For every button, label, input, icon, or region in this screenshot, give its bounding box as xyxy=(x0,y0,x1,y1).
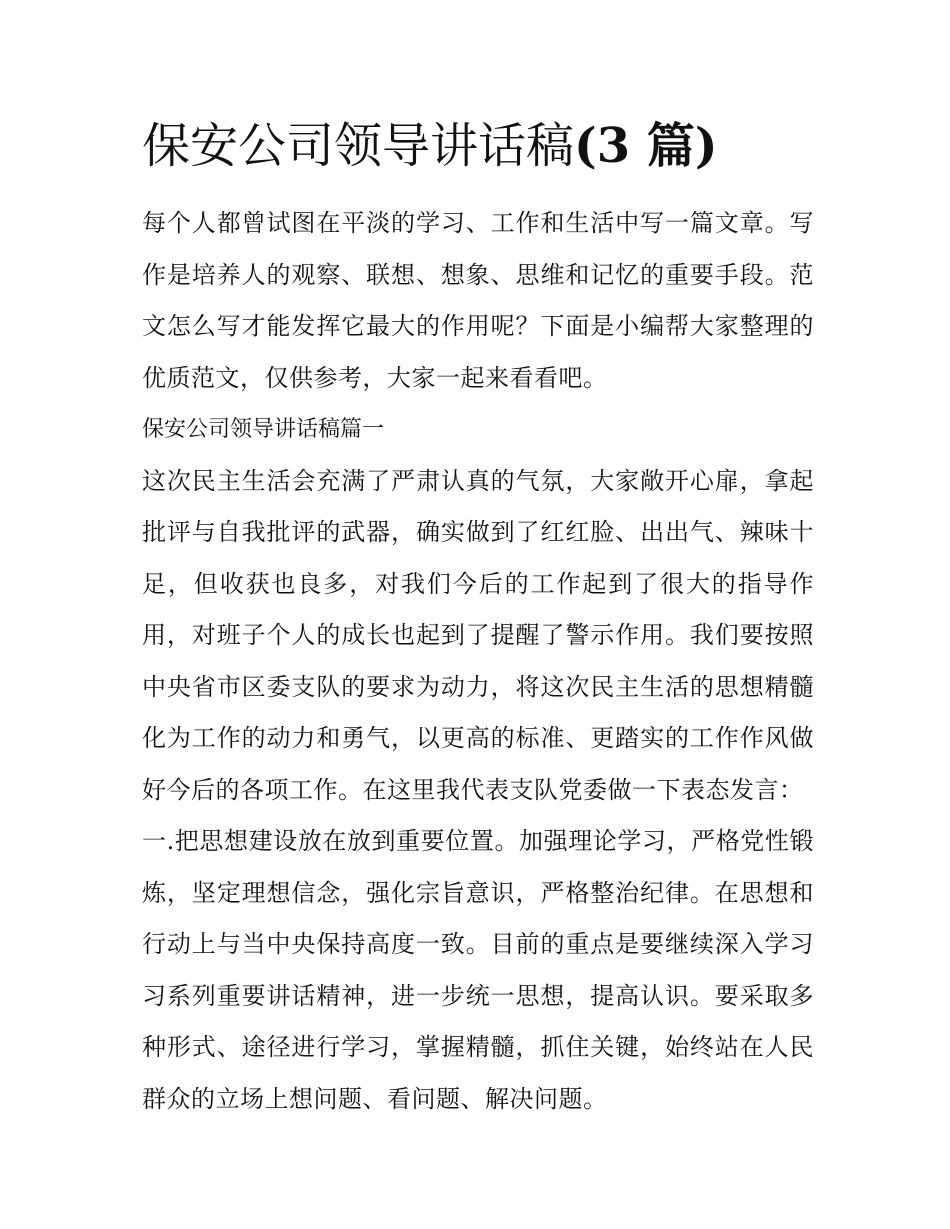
title-suffix: (3 篇) xyxy=(574,118,718,174)
body-paragraph-2: 一.把思想建设放在放到重要位置。加强理论学习，严格党性锻炼，坚定理想信念，强化宗旨意识，严格整治纪律。在思想和行动上与当中央保持高度一致。目前的重点是要继续深入学习习系列重要讲话精神，进一步统一思想，提高认识。要采取多种形式、途径进行学习，掌握精髓，抓住关键，始终站在人民群众的立场上想问题、看问题、解决问题。 xyxy=(142,827,814,1113)
document-title xyxy=(142,112,814,180)
document-page xyxy=(142,112,814,1125)
section-heading: 保安公司领导讲话稿篇一 xyxy=(142,417,385,442)
intro-paragraph: 每个人都曾试图在平淡的学习、工作和生活中写一篇文章。写作是培养人的观察、联想、想象、思维和记忆的重要手段。范文怎么写才能发挥它最大的作用呢？下面是小编帮大家整理的优质范文，仅供参考，大家一起来看看吧。 xyxy=(142,209,814,392)
body-paragraph-1: 这次民主生活会充满了严肃认真的气氛，大家敞开心扉，拿起批评与自我批评的武器，确实做到了红红脸、出出气、辣味十足，但收获也良多，对我们今后的工作起到了很大的指导作用，对班子个人的成长也起到了提醒了警示作用。我们要按照中央省市区委支队的要求为动力，将这次民主生活的思想精髓化为工作的动力和勇气，以更高的标准、更踏实的工作作风做好今后的各项工作。在这里我代表支队党委做一下表态发言： xyxy=(142,466,814,804)
title-main: 保安公司领导讲话稿 xyxy=(142,118,575,174)
